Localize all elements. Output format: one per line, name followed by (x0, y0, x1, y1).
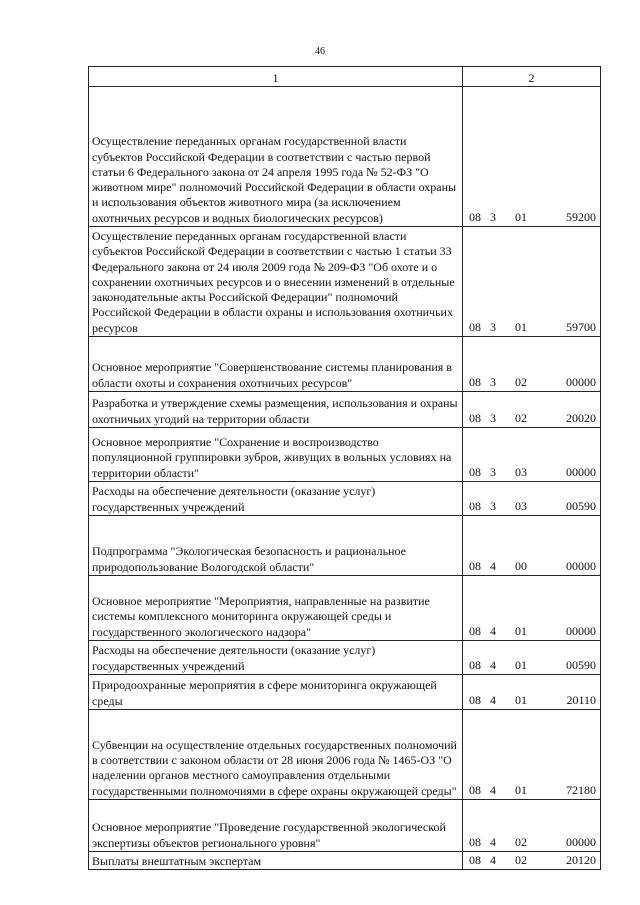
row-description: Осуществление переданных органам государственной власти субъектов Российской Федерации в соответствии с частью 1 статьи 33 Федерального закона от 24 июля 2009 года № 209-ФЗ "Об охоте и о сохранении охотничьих ресурсов и о внесении изменений в отдельные законодательные акты Российской Федерации" полномочий Российской Федерации в области охраны и использования охотничьих ресурсов (89, 227, 463, 337)
row-codes (463, 428, 601, 482)
code-direction: 00000 (566, 464, 596, 479)
code-subprogram: 3 (490, 410, 496, 425)
code-activity: 00 (515, 558, 527, 573)
code-section: 08 (469, 782, 481, 797)
code-section: 08 (469, 319, 481, 334)
row-codes (463, 710, 601, 800)
row-codes (463, 675, 601, 710)
code-section: 08 (469, 834, 481, 849)
code-section: 08 (469, 498, 481, 513)
row-description: Расходы на обеспечение деятельности (оказание услуг) государственных учреждений (89, 641, 463, 675)
code-activity: 01 (515, 692, 527, 707)
code-direction: 00000 (566, 558, 596, 573)
code-subprogram: 4 (490, 623, 496, 638)
table-row (89, 675, 601, 710)
code-subprogram: 4 (490, 852, 496, 867)
row-codes (463, 800, 601, 852)
row-description: Расходы на обеспечение деятельности (оказание услуг) государственных учреждений (89, 482, 463, 516)
row-codes (463, 576, 601, 641)
row-description: Подпрограмма "Экологическая безопасность и рациональное природопользование Вологодской области" (89, 516, 463, 576)
code-subprogram: 4 (490, 692, 496, 707)
header-col-1: 1 (89, 67, 463, 87)
row-description: Основное мероприятие "Мероприятия, направленные на развитие системы комплексного мониторинга окружающей среды и государственного экологического надзора" (89, 576, 463, 641)
table-row (89, 641, 601, 675)
code-activity: 01 (515, 319, 527, 334)
code-subprogram: 4 (490, 834, 496, 849)
row-description: Разработка и утверждение схемы размещения, использования и охраны охотничьих угодий на территории области (89, 392, 463, 428)
code-section: 08 (469, 692, 481, 707)
code-subprogram: 3 (490, 374, 496, 389)
row-codes (463, 392, 601, 428)
code-activity: 01 (515, 623, 527, 638)
code-direction: 00000 (566, 834, 596, 849)
code-activity: 02 (515, 852, 527, 867)
table-row (89, 516, 601, 576)
table-row (89, 392, 601, 428)
code-subprogram: 4 (490, 657, 496, 672)
code-activity: 01 (515, 209, 527, 224)
code-direction: 59200 (566, 209, 596, 224)
code-section: 08 (469, 410, 481, 425)
code-section: 08 (469, 209, 481, 224)
table-row (89, 227, 601, 337)
table-row (89, 482, 601, 516)
code-activity: 03 (515, 464, 527, 479)
code-direction: 00000 (566, 623, 596, 638)
code-activity: 03 (515, 498, 527, 513)
code-activity: 01 (515, 657, 527, 672)
page-number: 46 (315, 46, 325, 57)
table-row (89, 576, 601, 641)
table-row (89, 337, 601, 392)
row-codes (463, 337, 601, 392)
table-row (89, 800, 601, 852)
code-subprogram: 3 (490, 209, 496, 224)
header-col-2: 2 (463, 67, 601, 87)
code-activity: 02 (515, 410, 527, 425)
code-subprogram: 3 (490, 319, 496, 334)
code-section: 08 (469, 464, 481, 479)
row-codes (463, 227, 601, 337)
table-row (89, 87, 601, 227)
row-codes (463, 516, 601, 576)
code-section: 08 (469, 374, 481, 389)
row-codes (463, 641, 601, 675)
table-row (89, 852, 601, 870)
row-codes (463, 852, 601, 870)
row-description: Основное мероприятие "Совершенствование системы планирования в области охоты и сохранения охотничьих ресурсов" (89, 337, 463, 392)
code-subprogram: 4 (490, 782, 496, 797)
table-header-row (89, 67, 601, 87)
row-description: Субвенции на осуществление отдельных государственных полномочий в соответствии с законом области от 28 июня 2006 года № 1465-ОЗ "О наделении органов местного самоуправления отдельными государственными полномочиями в сфере охраны окружающей среды" (89, 710, 463, 800)
row-description: Природоохранные мероприятия в сфере мониторинга окружающей среды (89, 675, 463, 710)
code-section: 08 (469, 657, 481, 672)
code-direction: 20120 (566, 852, 596, 867)
code-direction: 00590 (566, 657, 596, 672)
code-direction: 72180 (566, 782, 596, 797)
row-codes (463, 482, 601, 516)
code-activity: 02 (515, 834, 527, 849)
code-activity: 02 (515, 374, 527, 389)
code-direction: 00000 (566, 374, 596, 389)
row-description: Основное мероприятие "Проведение государственной экологической экспертизы объектов регионального уровня" (89, 800, 463, 852)
code-subprogram: 3 (490, 464, 496, 479)
code-activity: 01 (515, 782, 527, 797)
code-direction: 20110 (566, 692, 596, 707)
row-description: Осуществление переданных органам государственной власти субъектов Российской Федерации в соответствии с частью первой статьи 6 Федерального закона от 24 апреля 1995 года № 52-ФЗ "О животном мире" полномочий Российской Федерации в области охраны и использования объектов животного мира (за исключением охотничьих ресурсов и водных биологических ресурсов) (89, 87, 463, 227)
table-row (89, 710, 601, 800)
code-subprogram: 4 (490, 558, 496, 573)
table-row (89, 428, 601, 482)
code-subprogram: 3 (490, 498, 496, 513)
row-description: Основное мероприятие "Сохранение и воспроизводство популяционной группировки зубров, живущих в вольных условиях на территории области" (89, 428, 463, 482)
code-section: 08 (469, 558, 481, 573)
code-direction: 00590 (566, 498, 596, 513)
code-section: 08 (469, 852, 481, 867)
row-description: Выплаты внештатным экспертам (89, 852, 463, 870)
budget-table (88, 66, 601, 870)
row-codes (463, 87, 601, 227)
code-direction: 20020 (566, 410, 596, 425)
code-section: 08 (469, 623, 481, 638)
code-direction: 59700 (566, 319, 596, 334)
